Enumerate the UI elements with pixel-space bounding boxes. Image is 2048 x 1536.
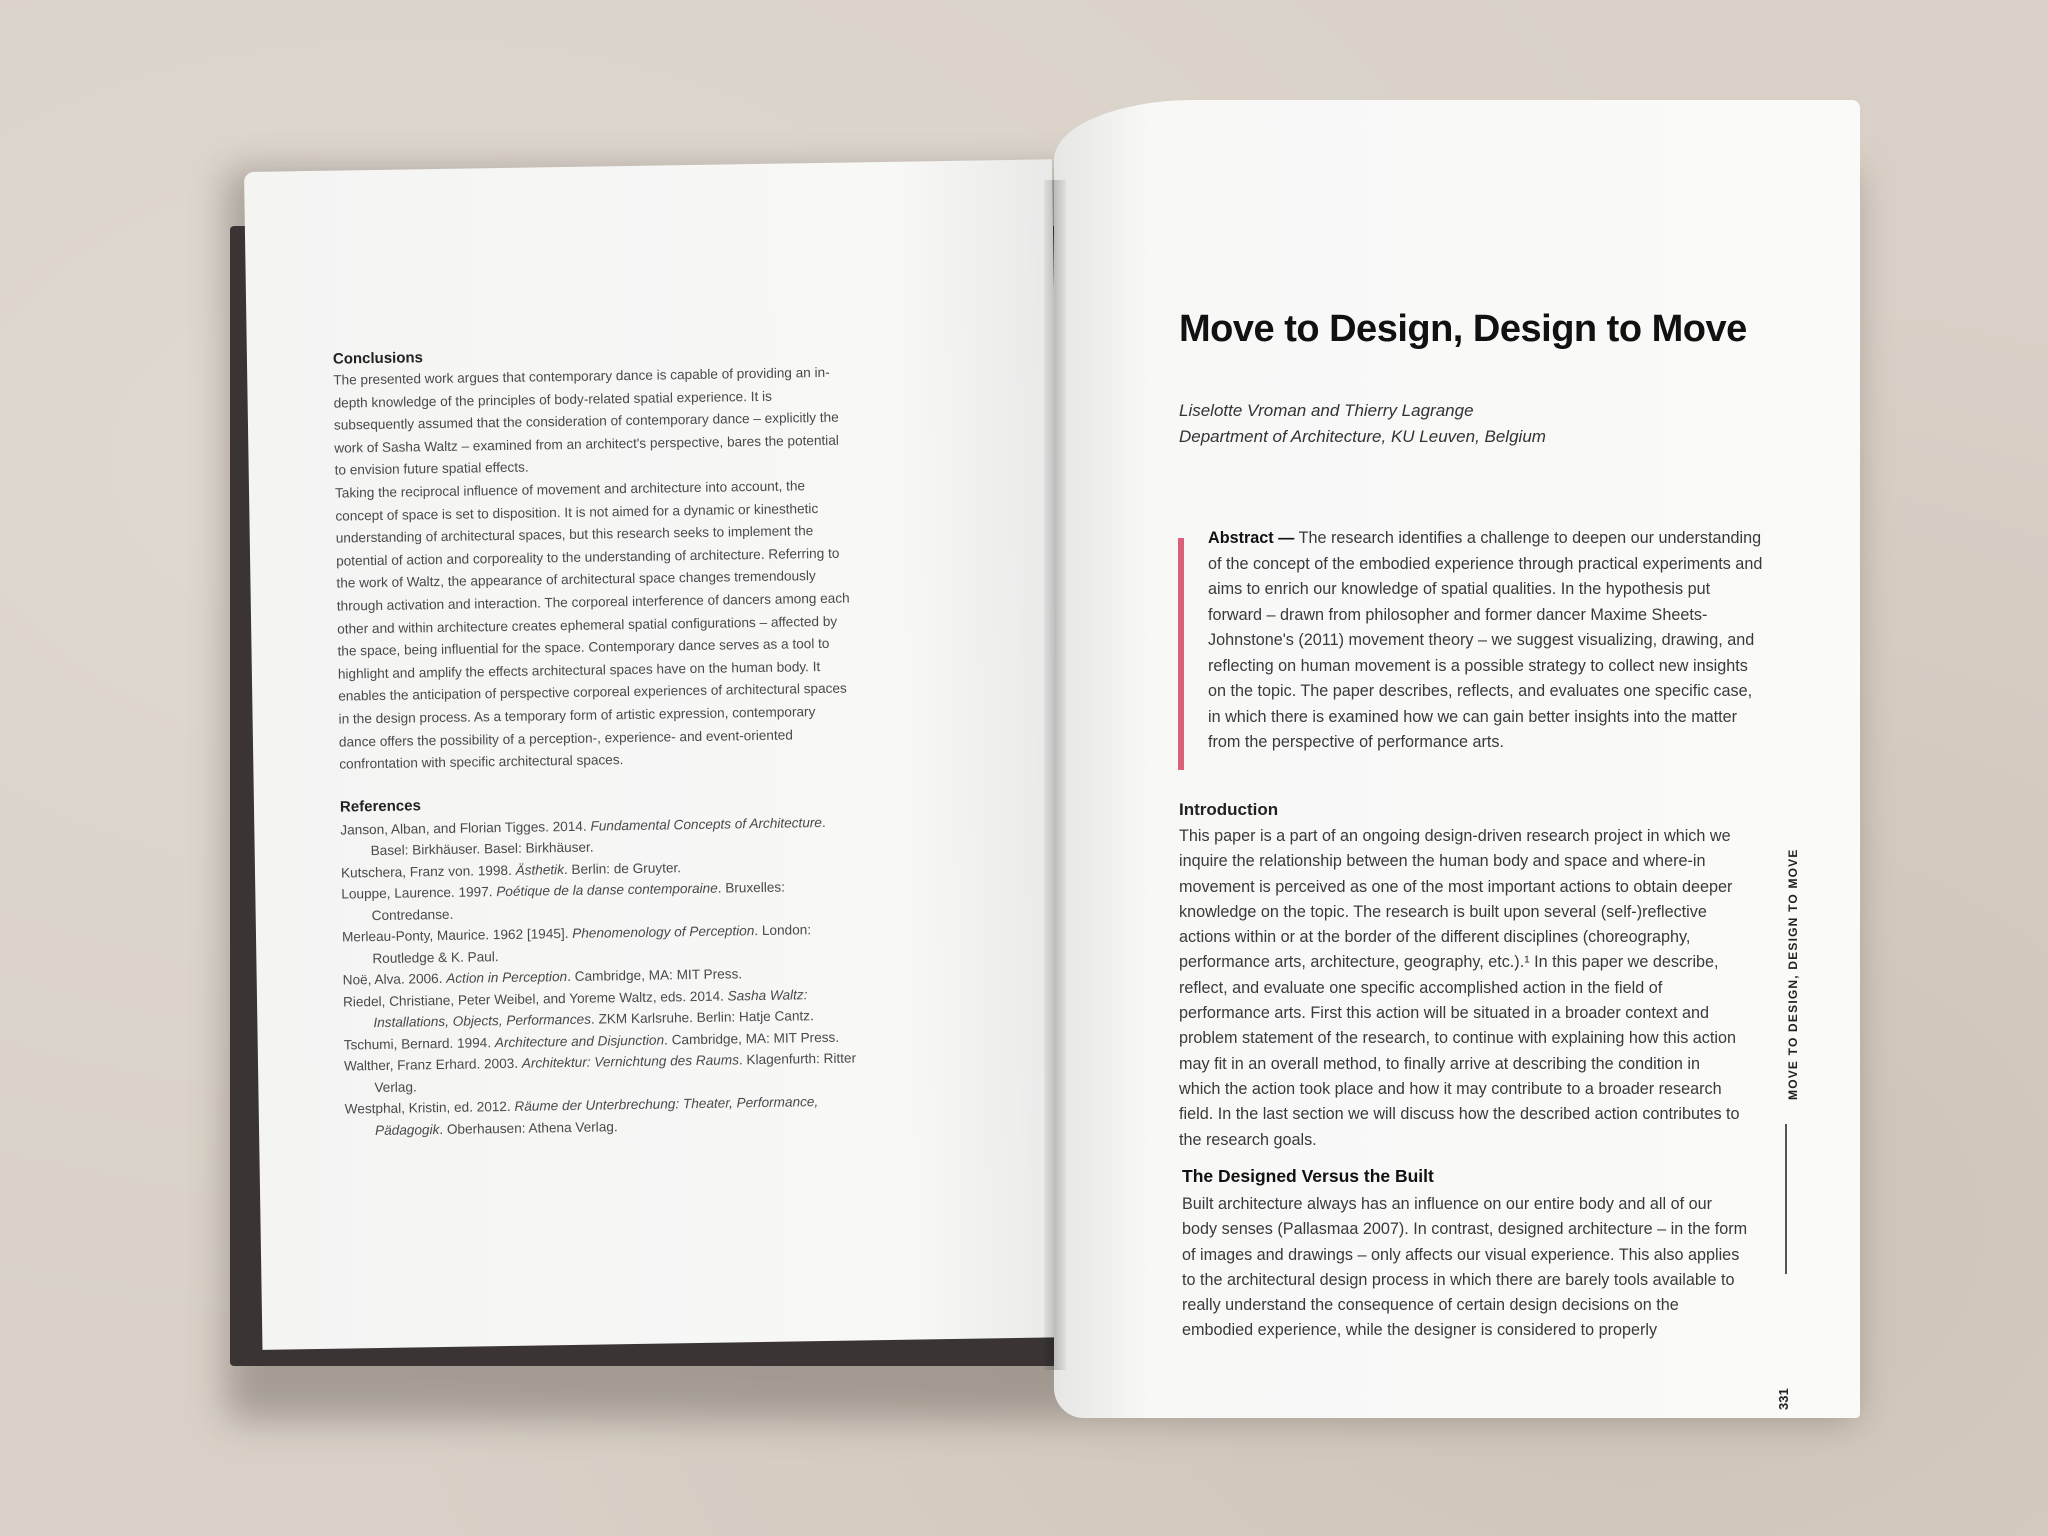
reference-item: Walther, Franz Erhard. 2003. Architektur: Vernichtung des Raums. Klagenfurth: Ritter Verlag. (343, 1050, 857, 1095)
introduction-text: This paper is a part of an ongoing design-driven research project in which we inquire the relationship between the human body and space and where-in movement is perceived as one of the most important actions to obtain deeper knowledge on the topic. The research is built upon several (self-)reflective actions within or at the border of the different disciplines (choreography, performance arts, architecture, geography, etc.).¹ In this paper we describe, reflect, and evaluate one specific accomplished action in the field of performance arts. First this action will be situated in a broader context and problem statement of the research, to continue with explaining how this action may fit in an overall method, to finally arrive at describing the condition in which the action took place and how it may contribute to a broader research field. In the last section we will discuss how the described action contributes to the research goals. (1179, 827, 1740, 1149)
designed-versus-built-text: Built architecture always has an influence on our entire body and all of our body senses (Pallasmaa 2007). In contrast, designed architecture – in the form of images and drawings – only affects our visual experience. This also applies to the architectural design process in which there are barely tools available to really understand the consequence of certain design decisions on the embodied experience, while the designer is considered to properly (1182, 1195, 1748, 1340)
conclusions-paragraph-2: Taking the reciprocal influence of movement and architecture into account, the concept of space is set to disposition. It is not aimed for a dynamic or kinesthetic understanding of architectural spaces, but this research seeks to implement the potential of action and corporeality to the understanding of architecture. Referring to the work of Waltz, the appearance of architectural space changes tremendously through activation and interaction. The corporeal interference of dancers among each other and within architecture creates ephemeral spatial configurations – affected by the space, being influential for the space. Contemporary dance serves as a tool to highlight and amplify the effects architectural spaces have on the human body. It enables the anticipation of perspective corporeal experiences of architectural spaces in the design process. As a temporary form of artistic expression, contemporary dance offers the possibility of a perception-, experience- and event-oriented confrontation with specific architectural spaces. (334, 478, 850, 772)
running-head-rule (1785, 1124, 1787, 1274)
abstract-label: Abstract — (1208, 529, 1295, 547)
running-head: MOVE TO DESIGN, DESIGN TO MOVE (1786, 848, 1800, 1100)
authors: Liselotte Vroman and Thierry Lagrange (1179, 401, 1474, 420)
left-page (244, 159, 1070, 1350)
references-list (340, 811, 861, 1142)
article-byline (1179, 398, 1546, 450)
reference-item: Louppe, Laurence. 1997. Poétique de la danse contemporaine. Bruxelles: Contredanse. (341, 879, 786, 923)
designed-versus-built-heading: The Designed Versus the Built (1182, 1166, 1434, 1186)
affiliation: Department of Architecture, KU Leuven, Belgium (1179, 427, 1546, 446)
reference-item: Merleau-Ponty, Maurice. 1962 [1945]. Phenomenology of Perception. London: Routledge & K. Paul. (341, 922, 812, 966)
reference-item: Janson, Alban, and Florian Tigges. 2014. Fundamental Concepts of Architecture. Basel: Birkhäuser. Basel: Birkhäuser. (340, 814, 826, 859)
page-number: 331 (1776, 1388, 1791, 1410)
reference-item: Riedel, Christiane, Peter Weibel, and Yoreme Waltz, eds. 2014. Sasha Waltz: Installations, Objects, Performances. ZKM Karlsruhe. Berlin: Hatje Cantz. (342, 986, 814, 1031)
conclusions-paragraph-1: The presented work argues that contemporary dance is capable of providing an in-depth knowledge of the principles of body-related spatial experience. It is subsequently assumed that the consideration of contemporary dance – explicitly the work of Sasha Waltz – examined from an architect's perspective, bares the potential to envision future spatial effects. (333, 364, 839, 478)
left-page-content (333, 343, 861, 1142)
reference-item: Westphal, Kristin, ed. 2012. Räume der Unterbrechung: Theater, Performance, Pädagogik. Oberhausen: Athena Verlag. (344, 1094, 819, 1138)
reference-item: Tschumi, Bernard. 1994. Architecture and Disjunction. Cambridge, MA: MIT Press. (343, 1029, 840, 1053)
right-page (1054, 100, 1860, 1418)
conclusions-heading: Conclusions (332, 349, 424, 368)
abstract-text: The research identifies a challenge to deepen our understanding of the concept of the embodied experience through practical experiments and aims to enrich our knowledge of spatial qualities. In the hypothesis put forward – drawn from philosopher and former dancer Maxime Sheets-Johnstone's (2011) movement theory – we suggest visualizing, drawing, and reflecting on human movement is a possible strategy to collect new insights on the topic. The paper describes, reflects, and evaluates one specific case, in which there is examined how we can gain better insights into the matter from the perspective of performance arts. (1208, 529, 1763, 751)
article-title: Move to Design, Design to Move (1179, 308, 1747, 350)
reference-item: Noë, Alva. 2006. Action in Perception. Cambridge, MA: MIT Press. (342, 966, 743, 988)
references-heading: References (339, 796, 421, 816)
book-gutter (1044, 180, 1066, 1370)
reference-item: Kutschera, Franz von. 1998. Ästhetik. Berlin: de Gruyter. (340, 859, 682, 881)
introduction-heading: Introduction (1179, 800, 1279, 819)
abstract-accent-bar (1178, 538, 1184, 770)
abstract-block (1208, 526, 1768, 756)
